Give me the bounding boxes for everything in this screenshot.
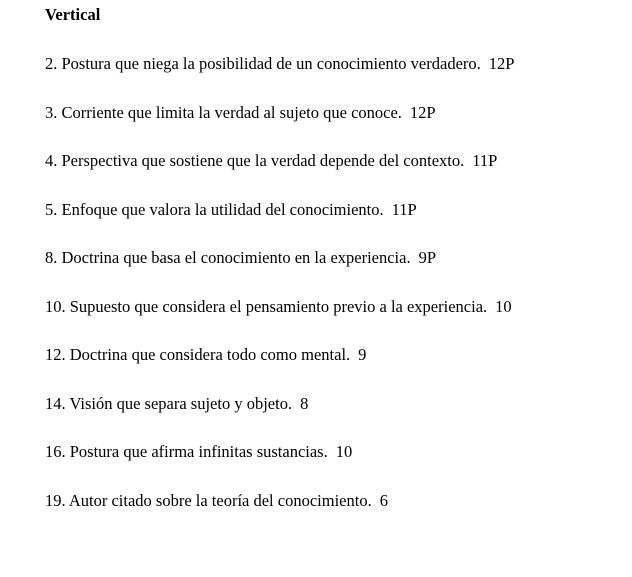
clue-number: 3. <box>45 102 58 122</box>
clue-length: 10 <box>335 442 353 461</box>
clue-text: Doctrina que basa el conocimiento en la experiencia. <box>61 248 411 267</box>
clue-length: 8 <box>300 393 309 413</box>
clue-number: 2. <box>45 54 58 73</box>
clue-item <box>45 491 514 540</box>
clue-text: Postura que niega la posibilidad de un conocimiento verdadero. <box>61 54 481 73</box>
clue-item <box>45 151 514 200</box>
clue-length: 9P <box>418 248 437 267</box>
clue-text: Enfoque que valora la utilidad del conocimiento. <box>61 199 384 219</box>
clue-item <box>45 54 514 103</box>
clue-text: Autor citado sobre la teoría del conocimiento. <box>68 490 372 510</box>
clue-text: Perspectiva que sostiene que la verdad depende del contexto. <box>61 151 465 170</box>
clue-length: 9 <box>358 345 367 364</box>
clue-length: 12P <box>488 54 515 73</box>
clue-number: 8. <box>45 248 58 267</box>
clue-item <box>45 248 514 297</box>
clue-number: 14. <box>45 393 66 413</box>
clue-text: Supuesto que considera el pensamiento previo a la experiencia. <box>69 296 488 316</box>
clue-length: 10 <box>495 296 512 316</box>
clue-number: 5. <box>45 199 58 219</box>
clue-length: 11P <box>472 151 498 170</box>
clue-text: Postura que afirma infinitas sustancias. <box>69 442 328 461</box>
clue-number: 10. <box>45 296 66 316</box>
clue-item <box>45 200 514 249</box>
clue-item <box>45 103 514 152</box>
section-heading: Vertical <box>45 5 101 24</box>
clue-length: 11P <box>391 199 417 219</box>
clue-length: 6 <box>379 490 388 510</box>
clue-text: Visión que separa sujeto y objeto. <box>69 393 293 413</box>
clue-number: 12. <box>45 345 66 364</box>
clue-text: Corriente que limita la verdad al sujeto que conoce. <box>61 102 402 122</box>
clue-number: 19. <box>45 490 66 510</box>
clue-text: Doctrina que considera todo como mental. <box>69 345 351 364</box>
clue-length: 12P <box>409 102 436 122</box>
clue-item <box>45 297 514 346</box>
clue-list <box>45 54 514 539</box>
clue-item <box>45 394 514 443</box>
clue-item <box>45 442 514 491</box>
clue-number: 16. <box>45 442 66 461</box>
clue-number: 4. <box>45 151 58 170</box>
clue-item <box>45 345 514 394</box>
